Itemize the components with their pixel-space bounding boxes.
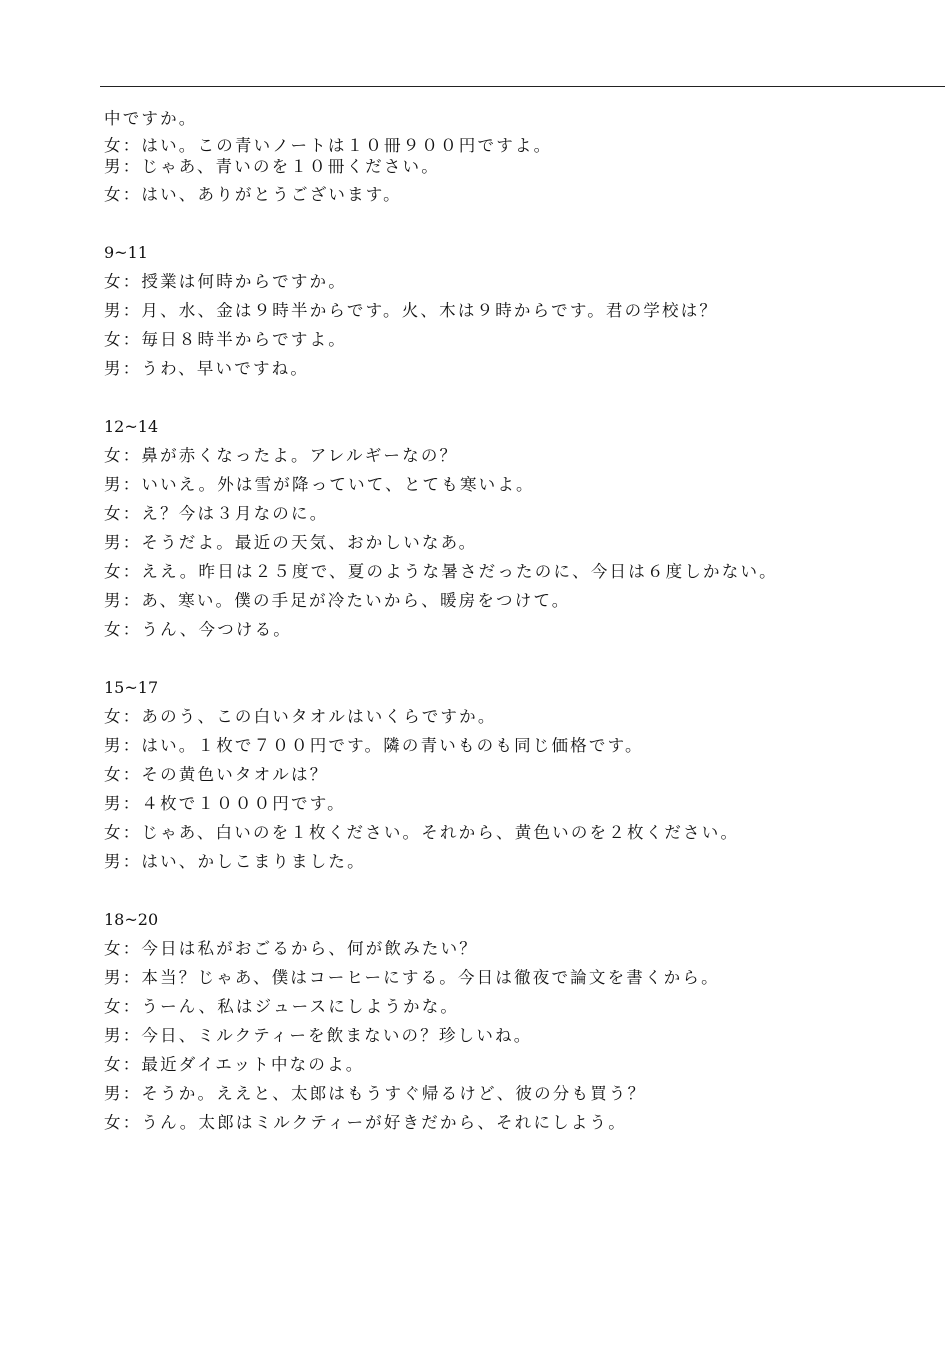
dialogue-line: 女：うん、今つける。 xyxy=(104,620,292,639)
dialogue-line: 男：４枚で１０００円です。 xyxy=(104,794,346,813)
dialogue-section xyxy=(104,238,940,383)
dialogue-line: 女：鼻が赤くなったよ。アレルギーなの？ xyxy=(104,446,459,465)
dialogue-line: 男：そうか。ええと、太郎はもうすぐ帰るけど、彼の分も買う？ xyxy=(104,1084,647,1103)
section-heading: 9~11 xyxy=(104,243,148,262)
section-heading: 18~20 xyxy=(104,910,159,929)
dialogue-section xyxy=(104,412,940,644)
dialogue-line: 女：ええ。昨日は２５度で、夏のような暑さだったのに、今日は６度しかない。 xyxy=(104,562,778,581)
dialogue-line: 男：月、水、金は９時半からです。火、木は９時からです。君の学校は？ xyxy=(104,301,719,320)
dialogue-line: 女：最近ダイエット中なのよ。 xyxy=(104,1055,365,1074)
dialogue-line: 女：はい。この青いノートは１０冊９００円ですよ。 xyxy=(104,136,553,155)
section-gap xyxy=(104,209,940,238)
section-heading: 12~14 xyxy=(104,417,159,436)
dialogue-line: 女：うーん、私はジュースにしようかな。 xyxy=(104,997,460,1016)
dialogue-section xyxy=(104,673,940,876)
dialogue-line: 女：はい、ありがとうございます。 xyxy=(104,185,402,204)
dialogue-line: 女：じゃあ、白いのを１枚ください。それから、黄色いのを２枚ください。 xyxy=(104,823,740,842)
dialogue-line: 男：そうだよ。最近の天気、おかしいなあ。 xyxy=(104,533,478,552)
dialogue-line: 女：その黄色いタオルは？ xyxy=(104,765,329,784)
section-heading: 15~17 xyxy=(104,678,159,697)
section-gap xyxy=(104,876,940,905)
dialogue-line: 女：授業は何時からですか。 xyxy=(104,272,347,291)
dialogue-line: 女：今日は私がおごるから、何が飲みたい？ xyxy=(104,939,478,958)
dialogue-line: 女：え？今は３月なのに。 xyxy=(104,504,329,523)
dialogue-section xyxy=(104,104,940,209)
dialogue-line: 男：うわ、早いですね。 xyxy=(104,359,310,378)
dialogue-line: 男：いいえ。外は雪が降っていて、とても寒いよ。 xyxy=(104,475,535,494)
dialogue-line: 女：あのう、この白いタオルはいくらですか。 xyxy=(104,707,497,726)
dialogue-line: 中ですか。 xyxy=(104,109,198,128)
dialogue-line: 男：今日、ミルクティーを飲まないの？珍しいね。 xyxy=(104,1026,533,1045)
dialogue-line: 男：本当？じゃあ、僕はコーヒーにする。今日は徹夜で論文を書くから。 xyxy=(104,968,720,987)
section-gap xyxy=(104,644,940,673)
dialogue-line: 男：じゃあ、青いのを１０冊ください。 xyxy=(104,157,440,176)
section-gap xyxy=(104,383,940,412)
dialogue-section xyxy=(104,905,940,1137)
dialogue-line: 男：はい、かしこまりました。 xyxy=(104,852,366,871)
document-body xyxy=(104,104,940,1137)
dialogue-line: 男：はい。１枚で７００円です。隣の青いものも同じ価格です。 xyxy=(104,736,644,755)
dialogue-line: 男：あ、寒い。僕の手足が冷たいから、暖房をつけて。 xyxy=(104,591,571,610)
dialogue-line: 女：毎日８時半からですよ。 xyxy=(104,330,347,349)
header-rule xyxy=(100,86,945,87)
dialogue-line: 女：うん。太郎はミルクティーが好きだから、それにしよう。 xyxy=(104,1113,627,1132)
